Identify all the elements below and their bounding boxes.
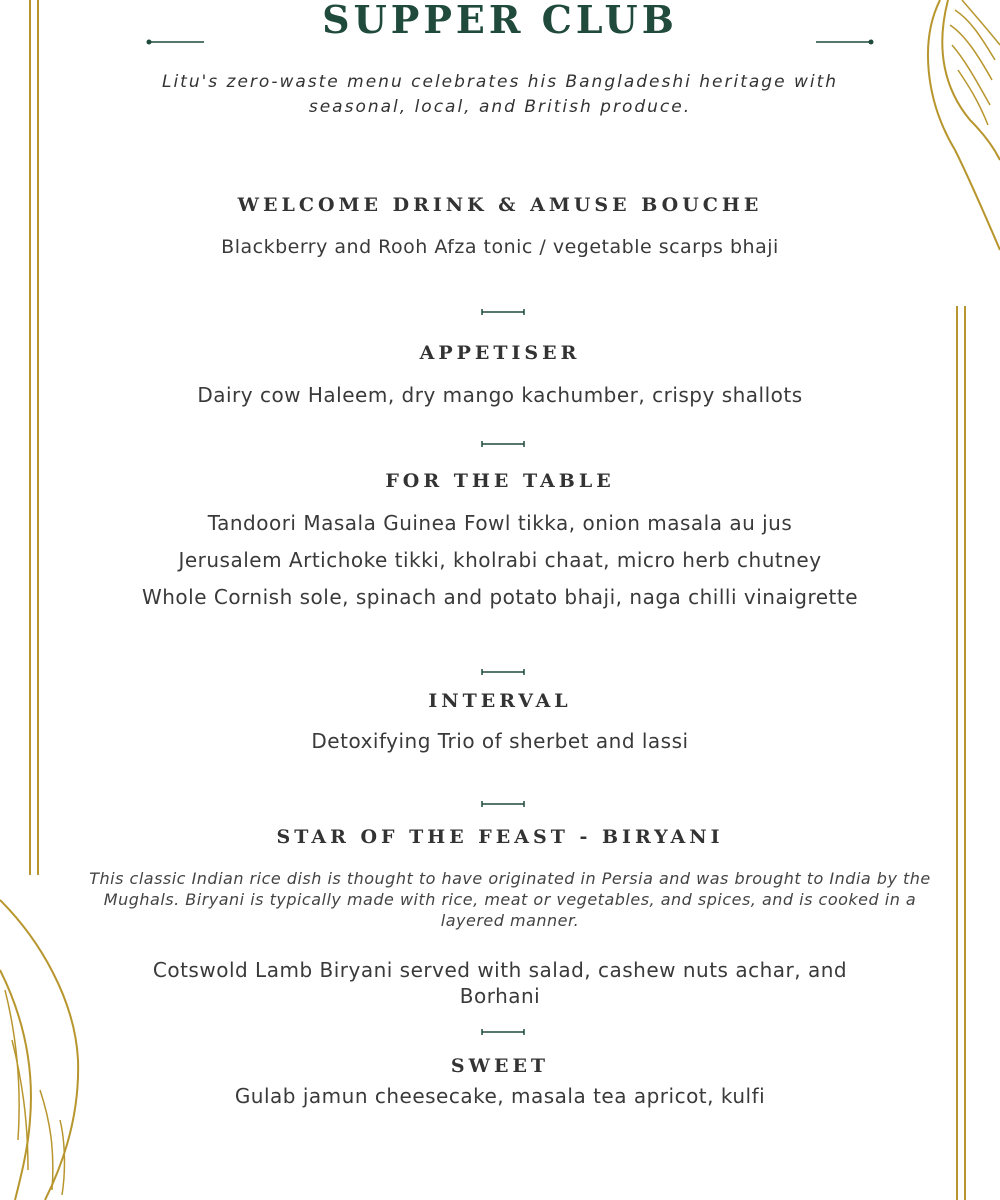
section-heading-welcome: WELCOME DRINK & AMUSE BOUCHE <box>237 194 763 216</box>
menu-item-table-3: Whole Cornish sole, spinach and potato bhaji, naga chilli vinaigrette <box>141 585 859 609</box>
section-heading-sweet: SWEET <box>450 1055 550 1077</box>
section-heading-star-of-the-feast: STAR OF THE FEAST - BIRYANI <box>276 826 724 848</box>
section-divider <box>480 800 526 808</box>
menu-item-welcome: Blackberry and Rooh Afza tonic / vegetable scarps bhaji <box>221 236 779 258</box>
page-title: SUPPER CLUB <box>322 0 678 42</box>
menu-item-table-1: Tandoori Masala Guinea Fowl tikka, onion masala au jus <box>207 511 793 535</box>
menu-item-appetiser: Dairy cow Haleem, dry mango kachumber, crispy shallots <box>197 383 803 407</box>
section-divider <box>480 668 526 676</box>
menu-item-table-2: Jerusalem Artichoke tikki, kholrabi chaat, micro herb chutney <box>178 548 822 572</box>
leaf-ornament-bottom-left <box>0 890 100 1200</box>
biryani-description: This classic Indian rice dish is thought to have originated in Persia and was brought to India by the Mughals. Biryani is typically made with rice, meat or vegetables, and spices, and is cooked in a layered manner. <box>89 869 931 930</box>
title-rule-right <box>814 38 874 46</box>
menu-item-interval: Detoxifying Trio of sherbet and lassi <box>311 729 689 753</box>
menu-item-biryani: Cotswold Lamb Biryani served with salad, cashew nuts achar, and Borhani <box>152 958 848 1008</box>
section-heading-interval: INTERVAL <box>428 690 572 712</box>
menu-intro: Litu's zero-waste menu celebrates his Bangladeshi heritage with seasonal, local, and British produce. <box>161 72 839 117</box>
title-rule-left <box>146 38 206 46</box>
section-heading-for-the-table: FOR THE TABLE <box>385 470 615 492</box>
section-heading-appetiser: APPETISER <box>419 342 581 364</box>
section-divider <box>480 1028 526 1036</box>
section-divider <box>480 440 526 448</box>
menu-item-sweet: Gulab jamun cheesecake, masala tea apricot, kulfi <box>234 1084 766 1108</box>
section-divider <box>480 308 526 316</box>
